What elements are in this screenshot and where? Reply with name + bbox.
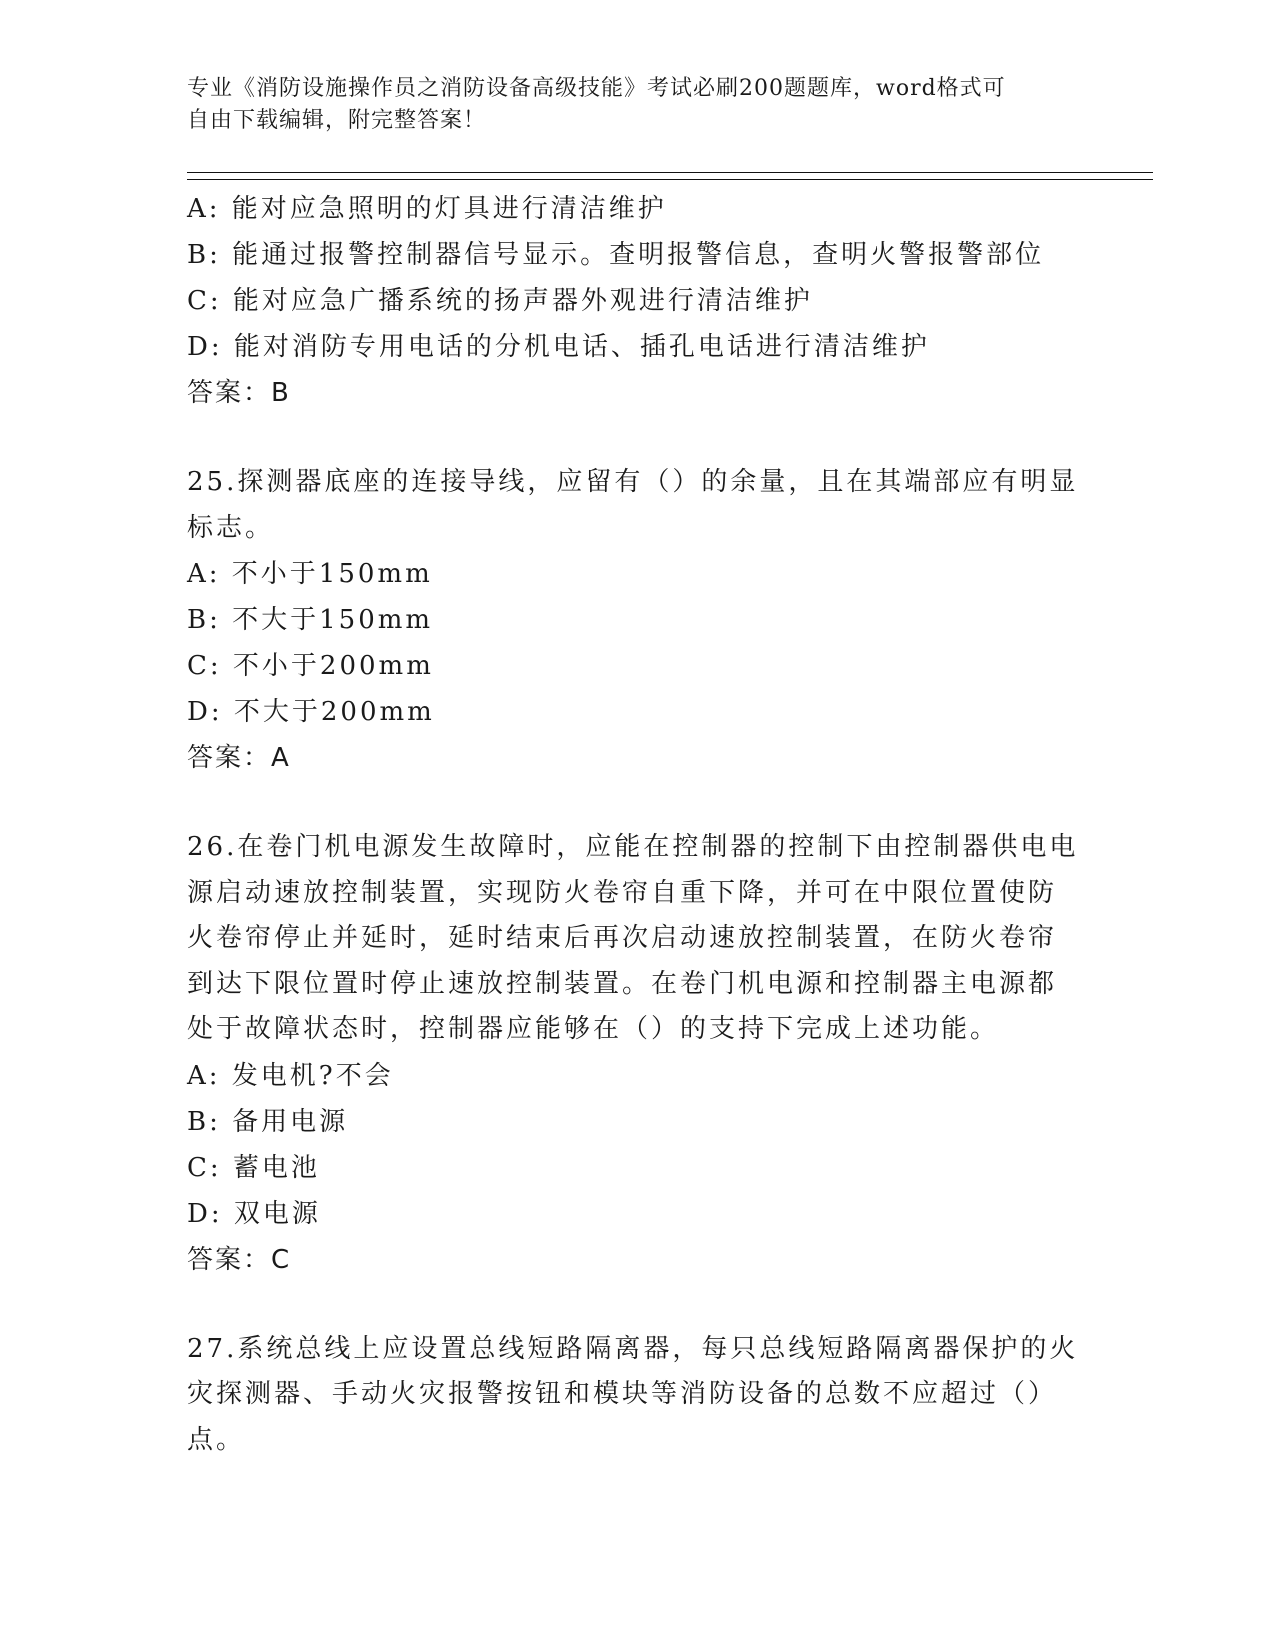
question-text xyxy=(187,460,1087,551)
answer-line: 答案：B xyxy=(187,378,291,408)
option-a: A: 能对应急照明的灯具进行清洁维护 xyxy=(187,194,667,224)
question-25 xyxy=(187,460,1087,781)
question-text-line: 灾探测器、手动火灾报警按钮和模块等消防设备的总数不应超过（） xyxy=(187,1379,1058,1409)
header-rule-top xyxy=(187,172,1153,173)
question-text-line: 27.系统总线上应设置总线短路隔离器，每只总线短路隔离器保护的火 xyxy=(187,1333,1079,1364)
question-text-line: 源启动速放控制装置，实现防火卷帘自重下降，并可在中限位置使防 xyxy=(187,877,1058,908)
option-d: D: 双电源 xyxy=(187,1198,321,1229)
option-d: D: 不大于200mm xyxy=(187,697,435,727)
question-text xyxy=(187,825,1087,1053)
option-a: A: 发电机?不会 xyxy=(187,1060,394,1091)
option-b: B: 备用电源 xyxy=(187,1106,349,1137)
document-body xyxy=(187,186,1087,1463)
document-header xyxy=(187,73,1067,137)
previous-question xyxy=(187,186,1087,416)
option-b: B: 能通过报警控制器信号显示。查明报警信息，查明火警报警部位 xyxy=(187,240,1045,270)
question-text-line: 火卷帘停止并延时，延时结束后再次启动速放控制装置，在防火卷帘 xyxy=(187,923,1058,953)
question-text-line: 标志。 xyxy=(187,512,275,543)
option-a: A: 不小于150mm xyxy=(187,559,433,589)
question-text-line: 点。 xyxy=(187,1424,246,1455)
option-d: D: 能对消防专用电话的分机电话、插孔电话进行清洁维护 xyxy=(187,332,930,362)
header-rule-bottom xyxy=(187,179,1153,180)
header-line-1: 专业《消防设施操作员之消防设备高级技能》考试必刷200题题库，word格式可 xyxy=(187,76,1006,101)
question-27 xyxy=(187,1327,1087,1464)
question-text-line: 处于故障状态时，控制器应能够在（）的支持下完成上述功能。 xyxy=(187,1014,1000,1044)
question-text-line: 25.探测器底座的连接导线，应留有（）的余量，且在其端部应有明显 xyxy=(187,467,1079,497)
question-text xyxy=(187,1327,1087,1464)
question-text-line: 到达下限位置时停止速放控制装置。在卷门机电源和控制器主电源都 xyxy=(187,968,1058,999)
option-c: C: 不小于200mm xyxy=(187,651,434,681)
header-line-2: 自由下载编辑，附完整答案！ xyxy=(187,108,487,133)
question-text-line: 26.在卷门机电源发生故障时，应能在控制器的控制下由控制器供电电 xyxy=(187,832,1079,862)
option-c: C: 蓄电池 xyxy=(187,1152,320,1183)
answer-line: 答案：C xyxy=(187,1244,292,1275)
option-c: C: 能对应急广播系统的扬声器外观进行清洁维护 xyxy=(187,286,813,316)
option-b: B: 不大于150mm xyxy=(187,605,434,635)
answer-line: 答案：A xyxy=(187,743,291,773)
question-26 xyxy=(187,825,1087,1283)
